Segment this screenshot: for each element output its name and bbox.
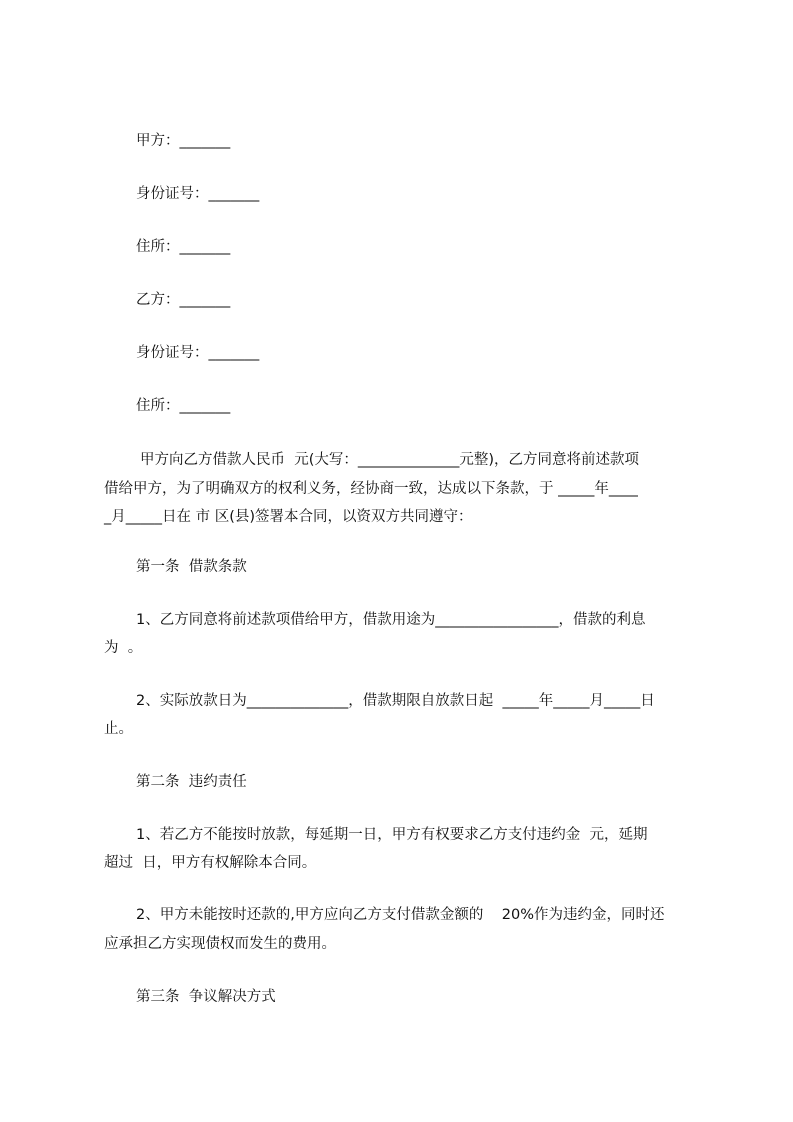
- party-a-id-field: 身份证号：_______: [136, 186, 260, 202]
- article-2-heading: 第二条 违约责任: [136, 774, 247, 790]
- intro-line-2: 借给甲方，为了明确双方的权利义务，经协商一致，达成以下条款，于 _____年____: [104, 481, 638, 497]
- party-a-address-field: 住所：_______: [136, 239, 231, 255]
- article-3-heading: 第三条 争议解决方式: [136, 989, 276, 1005]
- article-1-item-2-line-1: 2、实际放款日为______________，借款期限自放款日起 _____年_____月_____日: [136, 693, 655, 709]
- party-a-field: 甲方：_______: [136, 133, 231, 149]
- article-2-item-1-line-2: 超过 日，甲方有权解除本合同。: [104, 855, 317, 871]
- party-b-field: 乙方：_______: [136, 292, 231, 308]
- party-b-id-field: 身份证号：_______: [136, 345, 260, 361]
- article-2-item-2-line-1: 2、甲方未能按时还款的,甲方应向乙方支付借款金额的 20%作为违约金，同时还: [136, 907, 665, 923]
- article-2-item-2-line-2: 应承担乙方实现债权而发生的费用。: [104, 936, 336, 952]
- article-1-heading: 第一条 借款条款: [136, 559, 247, 575]
- intro-line-1: 甲方向乙方借款人民币 元(大写：______________元整)，乙方同意将前述款项: [140, 452, 640, 468]
- article-1-item-2-line-2: 止。: [104, 721, 133, 737]
- article-1-item-1-line-1: 1、乙方同意将前述款项借给甲方，借款用途为_________________，借款的利息: [136, 612, 646, 628]
- article-1-item-1-line-2: 为 。: [104, 640, 143, 656]
- article-2-item-1-line-1: 1、若乙方不能按时放款，每延期一日，甲方有权要求乙方支付违约金 元，延期: [136, 827, 648, 843]
- party-b-address-field: 住所：_______: [136, 398, 231, 414]
- intro-line-3: _月_____日在 市 区(县)签署本合同，以资双方共同遵守：: [104, 509, 473, 525]
